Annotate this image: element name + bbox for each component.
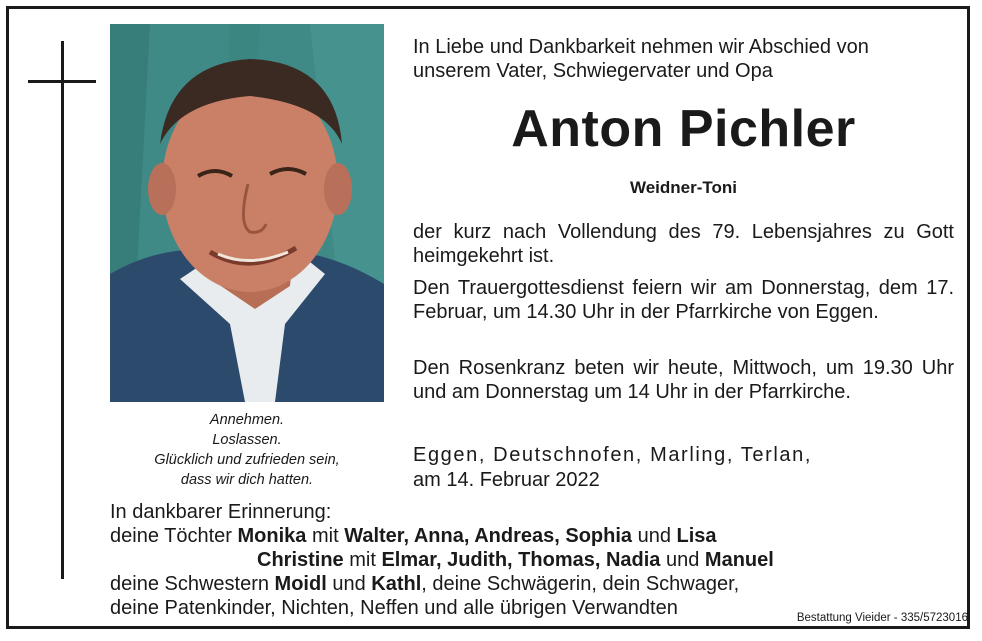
text: und: [632, 525, 677, 547]
deceased-nickname: Weidner-Toni: [629, 178, 738, 197]
grandchildren-names: Elmar, Judith, Thomas, Nadia: [381, 549, 661, 571]
intro-line: unserem Vater, Schwiegervater und Opa: [413, 60, 773, 82]
memory-heading: In dankbarer Erinnerung:: [110, 501, 332, 523]
grandchild-name: Manuel: [704, 549, 774, 571]
quote-line: Loslassen.: [212, 432, 282, 448]
daughter-line-1: [110, 524, 770, 548]
daughter-line-2: [110, 548, 774, 572]
text: , deine Schwägerin, dein Schwager,: [421, 573, 740, 595]
funeral-paragraph: Den Trauergottesdienst feiern wir am Donnerstag, dem 17. Februar, um 14.30 Uhr in der Pfarrkirche von Eggen.: [413, 277, 954, 323]
text: deine Töchter: [110, 525, 238, 547]
grandchild-name: Lisa: [676, 525, 717, 547]
daughter-name: Christine: [257, 549, 344, 571]
undertaker-contact: Bestattung Vieider - 335/5723016: [796, 612, 968, 624]
portrait-illustration: [110, 24, 384, 402]
portrait-photo: [110, 24, 384, 402]
deceased-name: Anton Pichler: [511, 100, 856, 158]
places-line: Eggen, Deutschnofen, Marling, Terlan,: [413, 444, 813, 466]
text: deine Schwestern: [110, 573, 275, 595]
sister-name: Moidl: [274, 573, 327, 595]
rosary-paragraph: Den Rosenkranz beten wir heute, Mittwoch, um 19.30 Uhr und am Donnerstag um 14 Uhr in der Pfarrkirche.: [413, 357, 954, 403]
intro-text: [413, 35, 954, 83]
cross-icon-bar: [28, 80, 96, 83]
text: mit: [343, 549, 382, 571]
death-paragraph: der kurz nach Vollendung des 79. Lebensjahres zu Gott heimgekehrt ist.: [413, 221, 954, 267]
date-line: am 14. Februar 2022: [413, 469, 600, 491]
quote-line: dass wir dich hatten.: [180, 472, 314, 488]
quote-line: Glücklich und zufrieden sein,: [154, 452, 340, 468]
quote: [110, 410, 384, 490]
sister-name: Kathl: [371, 573, 422, 595]
sisters-line: [110, 572, 770, 596]
daughter-name: Monika: [237, 525, 307, 547]
text: mit: [306, 525, 345, 547]
quote-line: Annehmen.: [209, 412, 285, 428]
memory-section: [110, 500, 774, 620]
cross-icon: [61, 41, 64, 579]
text: und: [660, 549, 705, 571]
relatives-line: deine Patenkinder, Nichten, Neffen und alle übrigen Verwandten: [110, 597, 678, 619]
text: und: [326, 573, 372, 595]
intro-line: In Liebe und Dankbarkeit nehmen wir Abschied von: [413, 36, 869, 58]
grandchildren-names: Walter, Anna, Andreas, Sophia: [344, 525, 633, 547]
